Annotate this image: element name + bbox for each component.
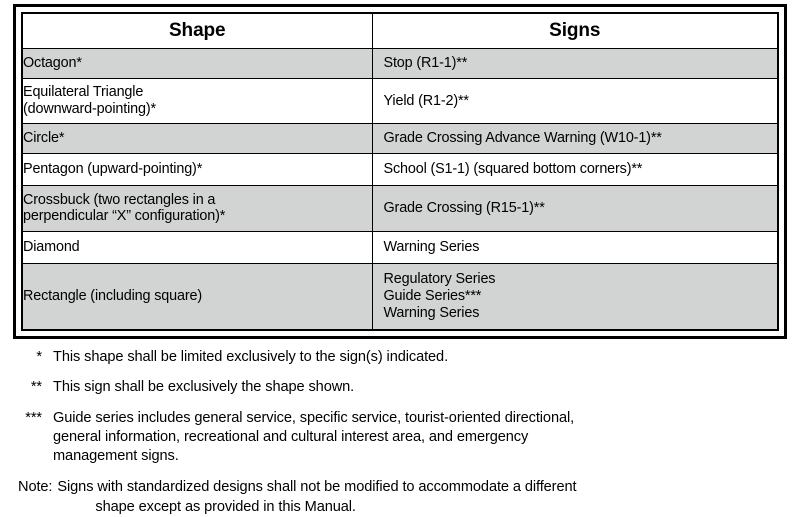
cell-line: Diamond [23,238,80,255]
cell-signs [372,231,778,263]
footnote-line: This sign shall be exclusively the shape shown. [53,379,355,396]
cell-signs [372,154,778,186]
cell-line: Regulatory Series [383,271,496,288]
table-header [22,13,778,49]
cell-line: School (S1-1) (squared bottom corners)** [383,161,643,178]
cell-line: Octagon* [23,54,82,71]
cell-shape [22,231,372,263]
cell-line: Rectangle (including square) [23,287,202,304]
cell-line: Yield (R1-2)** [383,92,469,109]
cell-shape [22,154,372,186]
cell-line: Equilateral Triangle [23,84,144,101]
cell-shape [22,78,372,124]
manual-note [13,478,787,517]
cell-line: (downward-pointing)* [23,101,156,118]
table-row [22,78,778,124]
note-label: Note: [18,479,53,496]
cell-line: Guide Series*** [383,287,482,304]
table-row [22,231,778,263]
cell-signs [372,124,778,154]
cell-line: Pentagon (upward-pointing)* [23,161,203,178]
footnote-line: This shape shall be limited exclusively to the sign(s) indicated. [53,349,449,365]
cell-line: Crossbuck (two rectangles in a [23,191,216,208]
footnote-line: general information, recreational and cultural interest area, and emergency [53,428,529,445]
table-row [22,186,778,232]
note-line: shape except as provided in this Manual. [95,498,356,515]
cell-signs [372,78,778,124]
cell-shape [22,263,372,330]
cell-signs [372,49,778,79]
column-header-shape: Shape [22,13,372,49]
table-row [22,49,778,79]
cell-signs [372,263,778,330]
note-line: Signs with standardized designs shall not be modified to accommodate a different [57,479,577,496]
cell-line: Stop (R1-1)** [383,54,468,71]
cell-line: perpendicular “X” configuration)* [23,208,226,225]
footnote-triple-asterisk [13,409,787,467]
cell-shape [22,49,372,79]
note-text [57,478,787,517]
cell-line: Circle* [23,130,65,147]
cell-line: Warning Series [383,304,480,321]
cell-shape [22,186,372,232]
footnote-marker: * [36,349,42,365]
footnote-text [53,348,787,367]
footnote-text [53,378,787,397]
cell-signs [372,186,778,232]
footnote-double-asterisk [13,378,787,397]
table-outer-frame [13,4,787,339]
cell-shape [22,124,372,154]
footnote-marker: *** [25,409,42,426]
footnote-marker: ** [30,379,42,396]
shape-signs-table [21,12,779,331]
table-body [22,49,778,331]
footnote-text [53,409,787,467]
cell-line: Grade Crossing (R15-1)** [383,200,545,216]
footnote-single-asterisk [13,348,787,367]
footnotes-section [13,348,787,517]
cell-line: Grade Crossing Advance Warning (W10-1)** [383,130,662,147]
column-header-signs: Signs [372,13,778,49]
footnote-line: management signs. [53,448,179,464]
cell-line: Warning Series [383,238,480,255]
footnote-line: Guide series includes general service, specific service, tourist-oriented directional, [53,409,575,426]
table-row [22,154,778,186]
table-row [22,124,778,154]
header-row [22,13,778,49]
table-row [22,263,778,330]
